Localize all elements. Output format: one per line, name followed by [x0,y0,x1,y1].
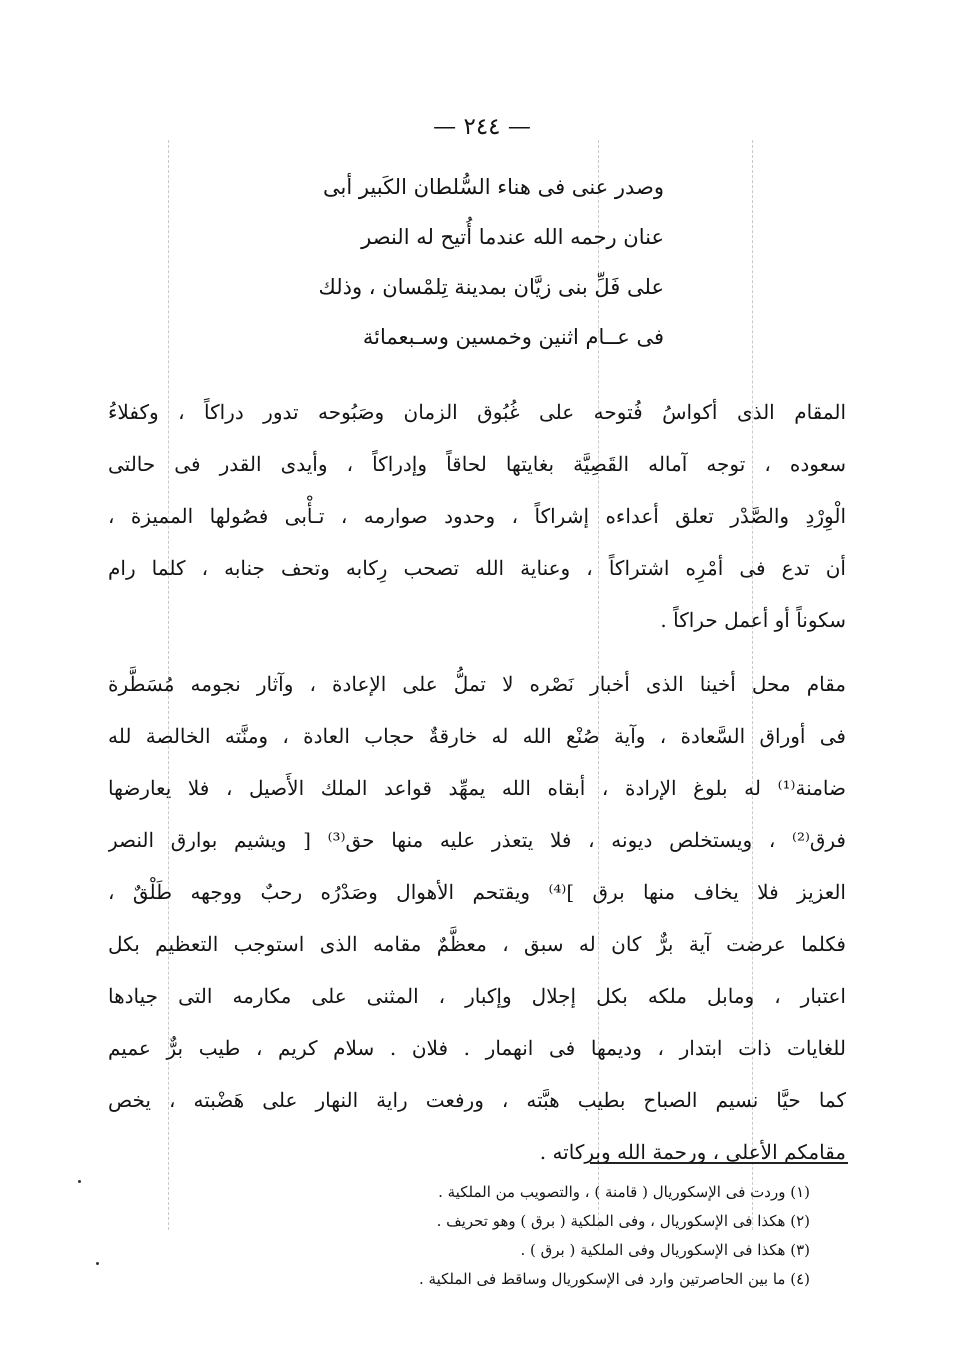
footnote-separator [590,1162,848,1164]
heading-line: على فَلِّ بنى زيَّان بمدينة تِلمْسان ، وذلك [318,275,664,299]
footnotes [300,1178,810,1294]
paragraph-1 [108,386,846,646]
text-line: فكلما عرضت آية برٌّ كان له سبق ، معظَّمٌ مقامه الذى استوجب التعظيم بكل [108,932,846,956]
text-line: للغايات ذات ابتدار ، وديمها فى انهمار . فلان . سلام كريم ، طيب برٌّ عميم [108,1036,846,1060]
text-line: الْوِرْدِ والصَّدْر تعلق أعداءه إشراكاً ، وحدود صوارمه ، تـأْبى فصُولها المميزة ، [108,504,846,528]
text-line: اعتبار ، ومابل ملكه بكل إجلال وإكبار ، المثنى على مكارمه التى جيادها [108,984,846,1008]
text-line: المقام الذى أكواسُ فُتوحه على غُبُوق الزمان وصَبُوحه تدور دراكاً ، وكفلاءُ [108,400,846,424]
scan-speck [78,1180,81,1183]
footnote-4: (٤) ما بين الحاصرتين وارد فى الإسكوريال وساقط فى الملكية . [419,1270,810,1288]
text-line: سكوناً أو أعمل حراكاً . [660,608,846,632]
footnote-1: (١) وردت فى الإسكوريال ( قامنة ) ، والتصويب من الملكية . [438,1183,810,1201]
paragraph-2 [108,658,846,1178]
letter-heading [292,162,664,362]
footnote-2: (٢) هكذا فى الإسكوريال ، وفى الملكية ( برق ) وهو تحريف . [436,1212,810,1230]
scan-speck [96,1262,99,1265]
text-line: فى أوراق السَّعادة ، وآية صُنْع الله له خارقةٌ حجاب العادة ، ومنَّته الخالصة لله [108,724,846,748]
text-line: فرق⁽²⁾ ، ويستخلص ديونه ، فلا يتعذر عليه منها حق⁽³⁾ [ ويشيم بوارق النصر [108,828,846,852]
text-line: مقامكم الأعلى ، ورحمة الله وبركاته . [539,1140,846,1164]
footnote-3: (٣) هكذا فى الإسكوريال وفى الملكية ( برق ) . [520,1241,810,1259]
text-line: العزيز فلا يخاف منها برق ]⁽⁴⁾ ويقتحم الأهوال وصَدْرُه رحبٌ ووجهه طَلْقٌ ، [108,880,846,904]
text-line: كما حيَّا نسيم الصباح بطيب هبَّته ، ورفعت راية النهار على هَضْبته ، يخص [108,1088,846,1112]
heading-line: عنان رحمه الله عندما أُتيح له النصر [361,225,664,249]
page-number: — ٢٤٤ — [433,114,531,140]
text-line: ضامنة⁽¹⁾ له بلوغ الإرادة ، أبقاه الله يمهِّد قواعد الملك الأَصيل ، فلا يعارضها [108,776,846,800]
text-line: سعوده ، توجه آماله القَصِيَّة بغايتها لحاقاً وإدراكاً ، وأيدى القدر فى حالتى [108,452,846,476]
text-line: مقام محل أخينا الذى أخبار نَصْره لا تملُّ على الإعادة ، وآثار نجومه مُسَطَّرة [108,672,846,696]
heading-line: فى عــام اثنين وخمسين وسـبعمائة [362,325,664,349]
text-line: أن تدع فى أمْرِه اشتراكاً ، وعناية الله تصحب رِكابه وتحف جنابه ، كلما رام [108,556,846,580]
heading-line: وصدر عنى فى هناء السُّلطان الكَبير أبى [322,175,664,199]
